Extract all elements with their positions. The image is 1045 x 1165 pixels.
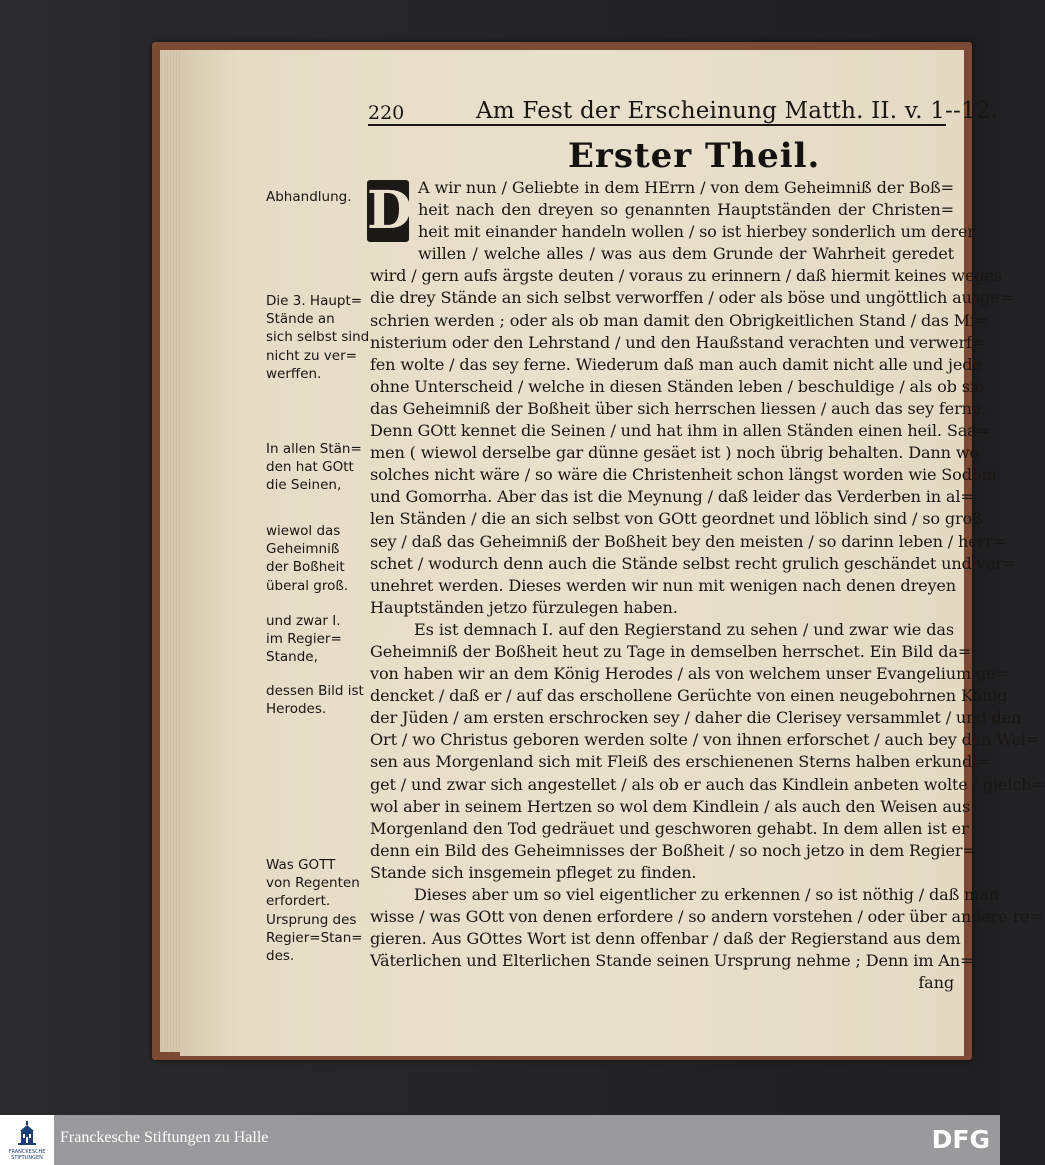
margin-note-line: Stände an xyxy=(266,311,335,328)
margin-note-line: nicht zu ver= xyxy=(266,347,357,364)
body-line: fang xyxy=(918,973,954,993)
margin-note-line: Die 3. Haupt= xyxy=(266,293,363,309)
body-line: fen wolte / das sey ferne. Wiederum daß man auch damit nicht alle und jede xyxy=(370,354,982,374)
margin-note-line: und zwar I. xyxy=(266,613,341,629)
margin-note-line: des. xyxy=(266,948,295,965)
body-line: wisse / was GOtt von denen erfordere / so andern vorstehen / oder über andere re= xyxy=(370,907,1043,927)
body-line: len Ständen / die an sich selbst von GOtt geordnet und löblich sind / so groß xyxy=(370,509,983,529)
body-line: Dieses aber um so viel eigentlicher zu erkennen / so ist nöthig / daß man xyxy=(414,885,999,904)
margin-note-line: In allen Stän= xyxy=(266,441,362,457)
body-line: denn ein Bild des Geheimnisses der Boßheit / so noch jetzo in dem Regier= xyxy=(370,840,976,860)
body-line: sey / daß das Geheimniß der Boßheit bey den meisten / so darinn leben / herr= xyxy=(370,531,1007,551)
margin-note-line: sich selbst sind xyxy=(266,329,370,346)
body-line: Denn GOtt kennet die Seinen / und hat ihm in allen Ständen einen heil. Saa= xyxy=(370,421,990,441)
body-line: und Gomorrha. Aber das ist die Meynung / daß leider das Verderben in al= xyxy=(370,487,974,507)
footer-bar xyxy=(0,1115,1000,1165)
margin-note-line: Geheimniß xyxy=(266,541,340,558)
body-line: get / und zwar sich angestellet / als ob er auch das Kindlein anbeten wolte / gleich= xyxy=(370,774,1045,794)
body-line: schrien werden ; oder als ob man damit den Obrigkeitlichen Stand / das Mi= xyxy=(370,310,989,330)
margin-note xyxy=(266,292,370,383)
body-line: Hauptständen jetzo fürzulegen haben. xyxy=(370,597,678,617)
body-line: sen aus Morgenland sich mit Fleiß des erschienenen Sterns halben erkundi= xyxy=(370,752,991,772)
margin-note-line: überal groß. xyxy=(266,577,349,594)
footer-logo[interactable] xyxy=(0,1115,54,1165)
body-line: gieren. Aus GOttes Wort ist denn offenbar / daß der Regierstand aus dem xyxy=(370,929,961,949)
margin-note-line: dessen Bild ist xyxy=(266,683,364,699)
body-line: solches nicht wäre / so wäre die Christenheit schon längst worden wie Sodom xyxy=(370,465,997,485)
body-line: schet / wodurch denn auch die Stände selbst recht grulich geschändet und ver= xyxy=(370,553,1016,573)
section-title: Erster Theil. xyxy=(568,136,821,176)
body-line: Es ist demnach I. auf den Regierstand zu sehen / und zwar wie das xyxy=(414,619,954,639)
body-line: wird / gern aufs ärgste deuten / voraus zu erinnern / daß hiermit keines weges xyxy=(370,266,1002,286)
margin-note-line: Stande, xyxy=(266,649,318,666)
body-line: A wir nun / Geliebte in dem HErrn / von dem Geheimniß der Boß= xyxy=(418,178,954,197)
body-line: der Jüden / am ersten erschrocken sey / daher die Clerisey versammlet / und den xyxy=(370,708,1022,728)
margin-note xyxy=(266,682,370,718)
body-line: nisterium oder den Lehrstand / und den Haußstand verachten und verwerf= xyxy=(370,332,986,352)
margin-note xyxy=(266,188,370,206)
footer-title: Franckesche Stiftungen zu Halle xyxy=(60,1129,269,1146)
franckesche-logo-icon xyxy=(17,1121,37,1147)
margin-note xyxy=(266,440,370,495)
margin-note-line: erfordert. xyxy=(266,893,331,910)
body-text xyxy=(370,177,1045,994)
margin-note xyxy=(266,522,370,595)
drop-cap: D xyxy=(367,180,413,241)
body-line: Morgenland den Tod gedräuet und geschworen gehabt. In dem allen ist er xyxy=(370,818,969,838)
margin-note-line: die Seinen, xyxy=(266,477,342,494)
margin-note-line: der Boßheit xyxy=(266,559,345,576)
body-line: das Geheimniß der Boßheit über sich herrschen liessen / auch das sey ferne. xyxy=(370,398,987,418)
body-line: Geheimniß der Boßheit heut zu Tage in demselben herrschet. Ein Bild da= xyxy=(370,641,972,661)
body-line: heit mit einander handeln wollen / so ist hierbey sonderlich um derer xyxy=(418,222,975,242)
header-rule xyxy=(368,124,946,126)
dfg-logo: DFG xyxy=(931,1125,990,1154)
body-line: ohne Unterscheid / welche in diesen Ständen leben / beschuldige / als ob sie xyxy=(370,376,985,396)
body-line: Stande sich insgemein pfleget zu finden. xyxy=(370,862,697,882)
margin-note-line: werffen. xyxy=(266,365,322,382)
margin-note-line: im Regier= xyxy=(266,631,342,648)
body-line: dencket / daß er / auf das erschollene Gerüchte von einen neugebohrnen König xyxy=(370,686,1008,706)
page-number: 220 xyxy=(368,102,405,124)
body-line: unehret werden. Dieses werden wir nun mit wenigen nach denen dreyen xyxy=(370,575,957,595)
body-line: von haben wir an dem König Herodes / als von welchem unser Evangelium ge= xyxy=(370,664,1009,684)
margin-note-line: von Regenten xyxy=(266,875,360,892)
margin-note-line: Regier=Stan= xyxy=(266,929,363,946)
body-line: die drey Stände an sich selbst verworffen / oder als böse und ungöttlich ausge= xyxy=(370,288,1013,308)
margin-note-line: wiewol das xyxy=(266,523,341,539)
body-line: willen / welche alles / was aus dem Grunde der Wahrheit geredet xyxy=(418,244,954,264)
footer-logo-text: FRANCKESCHE STIFTUNGEN xyxy=(8,1149,46,1161)
margin-note-line: Herodes. xyxy=(266,701,327,718)
margin-note-line: den hat GOtt xyxy=(266,459,354,476)
margin-note xyxy=(266,612,370,667)
margin-note-line: Abhandlung. xyxy=(266,189,352,205)
body-line: men ( wiewol derselbe gar dünne gesäet ist ) noch übrig behalten. Dann wo xyxy=(370,443,979,463)
body-line: heit nach den dreyen so genannten Hauptständen der Christen= xyxy=(418,200,954,220)
body-line: wol aber in seinem Hertzen so wol dem Kindlein / als auch den Weisen aus xyxy=(370,796,971,816)
body-line: Ort / wo Christus geboren werden solte / von ihnen erforschet / auch bey den Wei= xyxy=(370,730,1040,750)
body-line: Väterlichen und Elterlichen Stande seinen Ursprung nehme ; Denn im An= xyxy=(370,951,974,971)
margin-note-line: Ursprung des xyxy=(266,911,357,928)
margin-note-line: Was GOTT xyxy=(266,857,336,873)
margin-note xyxy=(266,856,370,965)
running-head: Am Fest der Erscheinung Matth. II. v. 1--12. xyxy=(476,98,999,124)
